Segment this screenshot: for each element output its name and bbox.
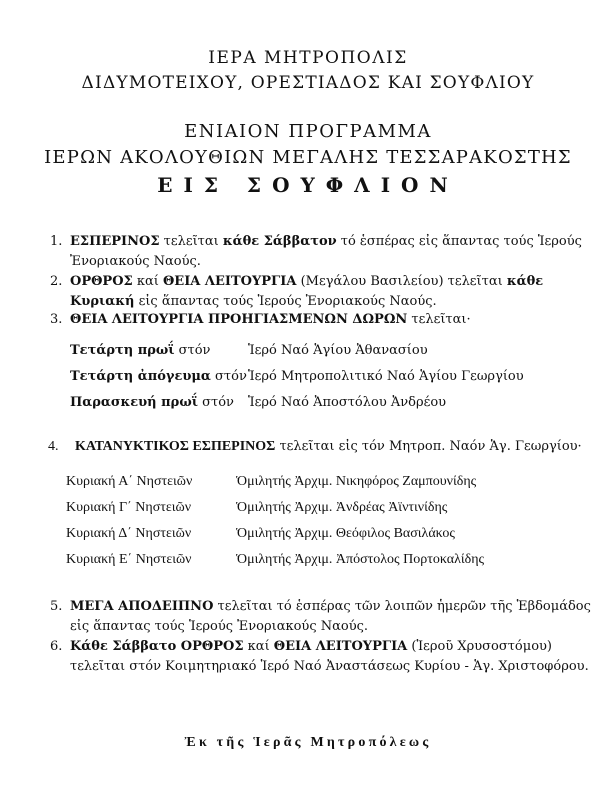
list-number: 1.: [50, 234, 63, 249]
homily-sunday: Κυριακή Δ΄ Νηστειῶν: [66, 526, 192, 541]
service-name: Κάθε Σάββατο ΟΡΘΡΟΣ: [70, 639, 244, 654]
list-item-great-compline: [50, 597, 595, 637]
schedule-place: Ἱερό Ναό Ἁγίου Ἀθανασίου: [248, 343, 428, 358]
list-item-matins-liturgy: [50, 272, 595, 312]
service-name: ΜΕΓΑ ΑΠΟΔΕΙΠΝΟ: [70, 599, 214, 614]
text-fragment: στόν: [210, 369, 247, 384]
document-location: ΕΙΣ ΣΟΥΦΛΙΟΝ: [157, 173, 459, 197]
text-fragment: εἰς ἅπαντας τούς Ἱερούς Ἐνοριακούς Ναούς.: [134, 294, 437, 309]
list-item-compunction-vespers: [48, 437, 593, 457]
service-name: ΘΕΙΑ ΛΕΙΤΟΥΡΓΙΑ ΠΡΟΗΓΙΑΣΜΕΝΩΝ ΔΩΡΩΝ: [70, 312, 408, 327]
list-text: [75, 437, 593, 457]
day-label: Παρασκευή πρωΐ: [70, 395, 198, 410]
list-number: 3.: [50, 312, 63, 327]
schedule-day: [70, 343, 210, 358]
document-title: ΕΝΙΑΙΟΝ ΠΡΟΓΡΑΜΜΑ: [184, 121, 432, 142]
text-fragment: τό ἑσπέρας εἰς ἅπαντας τούς Ἱερούς Ἐνοριακούς Ναούς.: [70, 234, 582, 269]
text-fragment: τελεῖται·: [407, 312, 471, 327]
list-number: 5.: [50, 599, 63, 614]
list-item-saturday-liturgy: [50, 637, 595, 677]
list-text: [70, 232, 595, 272]
day-label: Τετάρτη πρωΐ: [70, 343, 175, 358]
text-fragment: καί: [243, 639, 274, 654]
schedule-emphasis: κάθε Κυριακή: [70, 274, 544, 309]
list-number: 2.: [50, 274, 63, 289]
text-fragment: στόν: [174, 343, 211, 358]
service-name: ΘΕΙΑ ΛΕΙΤΟΥΡΓΙΑ: [162, 274, 297, 289]
text-fragment: τελεῖται εἰς τόν Μητροπ. Ναόν Ἁγ. Γεωργίου·: [275, 439, 582, 454]
list-text: [70, 637, 595, 677]
list-number: 4.: [48, 439, 59, 454]
schedule-place: Ἱερό Μητροπολιτικό Ναό Ἁγίου Γεωργίου: [248, 369, 524, 384]
service-name: ΕΣΠΕΡΙΝΟΣ: [70, 234, 160, 249]
text-fragment: τελεῖται: [159, 234, 223, 249]
list-text: [70, 597, 595, 637]
list-text: [70, 272, 595, 312]
homily-sunday: Κυριακή Α΄ Νηστειῶν: [66, 474, 193, 489]
list-number: 6.: [50, 639, 63, 654]
schedule-day: [70, 369, 247, 384]
homily-sunday: Κυριακή Γ΄ Νηστειῶν: [66, 500, 192, 515]
list-item-presanctified: [50, 310, 595, 330]
homily-sunday: Κυριακή Ε΄ Νηστειῶν: [66, 552, 192, 567]
schedule-day: [70, 395, 234, 410]
footer-signature: Ἐκ τῆς Ἱερᾶς Μητροπόλεως: [184, 735, 432, 750]
homily-speaker: Ὁμιλητής Ἀρχιμ. Ἀνδρέας Ἀϊντινίδης: [236, 500, 448, 515]
homily-speaker: Ὁμιλητής Ἀρχιμ. Νικηφόρος Ζαμπουνίδης: [236, 474, 477, 489]
service-name: ΘΕΙΑ ΛΕΙΤΟΥΡΓΙΑ: [273, 639, 408, 654]
text-fragment: (Μεγάλου Βασιλείου) τελεῖται: [296, 274, 507, 289]
text-fragment: (Ἱεροῦ Χρυσοστόμου) τελεῖται στόν Κοιμητηριακό Ἱερό Ναό Ἀναστάσεως Κυρίου - Ἁγ. Χριστοφόρου.: [70, 639, 589, 674]
metropolis-region: ΔΙΔΥΜΟΤΕΙΧΟΥ, ΟΡΕΣΤΙΑΔΟΣ ΚΑΙ ΣΟΥΦΛΙΟΥ: [81, 73, 535, 93]
list-text: [70, 310, 595, 330]
metropolis-name: ΙΕΡΑ ΜΗΤΡΟΠΟΛΙΣ: [208, 48, 408, 68]
document-subtitle: ΙΕΡΩΝ ΑΚΟΛΟΥΘΙΩΝ ΜΕΓΑΛΗΣ ΤΕΣΣΑΡΑΚΟΣΤΗΣ: [44, 147, 572, 168]
text-fragment: καί: [132, 274, 163, 289]
schedule-place: Ἱερό Ναό Ἀποστόλου Ἀνδρέου: [248, 395, 447, 410]
service-name: ΚΑΤΑΝΥΚΤΙΚΟΣ ΕΣΠΕΡΙΝΟΣ: [75, 439, 276, 454]
schedule-emphasis: κάθε Σάββατον: [222, 234, 337, 249]
text-fragment: τελεῖται τό ἑσπέρας τῶν λοιπῶν ἡμερῶν τῆς Ἑβδομάδος εἰς ἅπαντας τούς Ἱερούς Ἐνοριακούς Ναούς.: [70, 599, 591, 634]
day-label: Τετάρτη ἀπόγευμα: [70, 369, 211, 384]
text-fragment: στόν: [198, 395, 234, 410]
homily-speaker: Ὁμιλητής Ἀρχιμ. Θεόφιλος Βασιλάκος: [236, 526, 455, 541]
list-item-vespers: [50, 232, 595, 272]
homily-speaker: Ὁμιλητής Ἀρχιμ. Ἀπόστολος Πορτοκαλίδης: [236, 552, 485, 567]
service-name: ΟΡΘΡΟΣ: [70, 274, 133, 289]
